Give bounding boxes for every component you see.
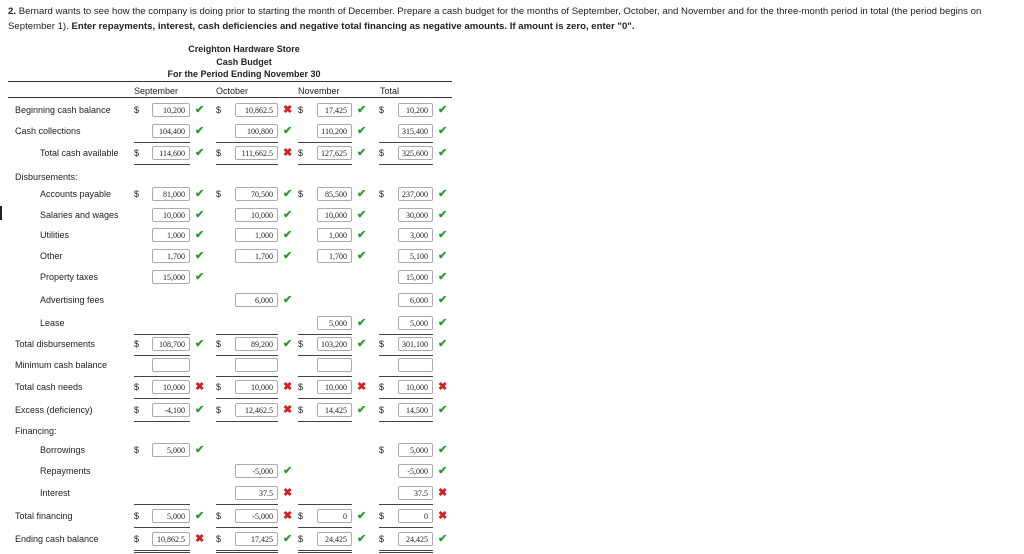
dollar-sign: $ [216,105,222,115]
header-rule [8,81,452,82]
amount-input-ecb-total[interactable]: 24,425 [398,532,433,546]
double-rule [298,552,352,553]
amount-input-tca-september[interactable]: 114,600 [152,146,190,160]
amount-input-sw-october[interactable]: 10,000 [235,208,278,222]
total-rule [298,355,352,356]
question-number: 2. [8,6,17,17]
check-icon: ✔ [357,188,367,200]
cross-icon: ✖ [283,381,293,393]
amount-input-mcb-october[interactable] [235,358,278,372]
amount-input-td-october[interactable]: 89,200 [235,337,278,351]
row-label-sw: Salaries and wages [40,210,119,220]
check-icon: ✔ [283,209,293,221]
amount-input-cc-november[interactable]: 110,200 [317,124,352,138]
amount-input-bcb-november[interactable]: 17,425 [317,103,352,117]
amount-input-mcb-november[interactable] [317,358,352,372]
check-icon: ✔ [357,338,367,350]
total-rule [298,421,352,422]
cross-icon: ✖ [283,404,293,416]
amount-input-int-total[interactable]: 37.5 [398,486,433,500]
total-rule [379,142,433,143]
dollar-sign: $ [298,148,304,158]
amount-input-tf-total[interactable]: 0 [398,509,433,523]
dollar-sign: $ [298,339,304,349]
row-label-ut: Utilities [40,230,70,240]
amount-input-ap-november[interactable]: 85,500 [317,187,352,201]
check-icon: ✔ [195,147,205,159]
total-rule [134,421,190,422]
dollar-sign: $ [298,534,304,544]
amount-input-mcb-september[interactable] [152,358,190,372]
column-header-total: Total [380,86,400,96]
total-rule [216,504,278,505]
check-icon: ✔ [195,209,205,221]
check-icon: ✔ [438,338,448,350]
check-icon: ✔ [195,229,205,241]
check-icon: ✔ [283,338,293,350]
check-icon: ✔ [438,271,448,283]
row-label-tca: Total cash available [40,148,119,158]
amount-input-ap-total[interactable]: 237,000 [398,187,433,201]
check-icon: ✔ [357,229,367,241]
check-icon: ✔ [438,104,448,116]
dollar-sign: $ [298,405,304,415]
amount-input-bor-total[interactable]: 5,000 [398,443,433,457]
dollar-sign: $ [298,511,304,521]
amount-input-ecb-october[interactable]: 17,425 [235,532,278,546]
total-rule [134,355,190,356]
check-icon: ✔ [357,250,367,262]
row-label-mcb: Minimum cash balance [15,360,108,370]
dollar-sign: $ [134,339,140,349]
double-rule [216,552,278,553]
row-label-ls: Lease [40,318,65,328]
dollar-sign: $ [134,148,140,158]
total-rule [298,164,352,165]
amount-input-af-october[interactable]: 6,000 [235,293,278,307]
amount-input-sw-september[interactable]: 10,000 [152,208,190,222]
total-rule [379,527,433,528]
amount-input-sw-total[interactable]: 30,000 [398,208,433,222]
cross-icon: ✖ [283,510,293,522]
amount-input-tca-november[interactable]: 127,625 [317,146,352,160]
total-rule [379,421,433,422]
amount-input-tcn-november[interactable]: 10,000 [317,380,352,394]
total-rule [298,376,352,377]
amount-input-bcb-september[interactable]: 10,200 [152,103,190,117]
amount-input-ed-september[interactable]: -4,100 [152,403,190,417]
amount-input-ap-september[interactable]: 81,000 [152,187,190,201]
total-rule [216,355,278,356]
amount-input-cc-october[interactable]: 100,800 [235,124,278,138]
row-label-rep: Repayments [40,466,91,476]
dollar-sign: $ [379,105,385,115]
check-icon: ✔ [357,125,367,137]
total-rule [216,376,278,377]
dollar-sign: $ [216,382,222,392]
amount-input-td-september[interactable]: 108,700 [152,337,190,351]
row-label-pt: Property taxes [40,272,99,282]
amount-input-ecb-november[interactable]: 24,425 [317,532,352,546]
amount-input-af-total[interactable]: 6,000 [398,293,433,307]
amount-input-ut-total[interactable]: 3,000 [398,228,433,242]
row-label-cc: Cash collections [15,126,81,136]
amount-input-td-total[interactable]: 301,100 [398,337,433,351]
check-icon: ✔ [195,338,205,350]
check-icon: ✔ [357,104,367,116]
row-label-disb: Disbursements: [15,172,78,182]
column-header-september: September [134,86,179,96]
amount-input-tcn-total[interactable]: 10,000 [398,380,433,394]
page-edge-marker [0,206,2,220]
check-icon: ✔ [438,147,448,159]
total-rule [134,504,190,505]
check-icon: ✔ [357,404,367,416]
total-rule [134,376,190,377]
check-icon: ✔ [195,271,205,283]
check-icon: ✔ [438,125,448,137]
dollar-sign: $ [134,445,140,455]
double-rule [134,552,190,553]
total-rule [216,527,278,528]
amount-input-pt-total[interactable]: 15,000 [398,270,433,284]
check-icon: ✔ [195,250,205,262]
check-icon: ✔ [195,444,205,456]
check-icon: ✔ [283,465,293,477]
total-rule [298,550,352,551]
row-label-td: Total disbursements [15,339,96,349]
total-rule [379,398,433,399]
cross-icon: ✖ [283,487,293,499]
total-rule [379,550,433,551]
dollar-sign: $ [298,105,304,115]
amount-input-mcb-total[interactable] [398,358,433,372]
amount-input-int-october[interactable]: 37.5 [235,486,278,500]
total-rule [379,504,433,505]
dollar-sign: $ [379,339,385,349]
total-rule [216,421,278,422]
dollar-sign: $ [216,148,222,158]
amount-input-tf-september[interactable]: 5,000 [152,509,190,523]
total-rule [379,334,433,335]
amount-input-ls-total[interactable]: 5,000 [398,316,433,330]
total-rule [298,334,352,335]
total-rule [379,376,433,377]
check-icon: ✔ [438,533,448,545]
check-icon: ✔ [357,147,367,159]
total-rule [298,504,352,505]
row-label-ed: Excess (deficiency) [15,405,93,415]
double-rule [379,552,433,553]
total-rule [216,550,278,551]
cross-icon: ✖ [283,104,293,116]
dollar-sign: $ [216,534,222,544]
amount-input-ot-november[interactable]: 1,700 [317,249,352,263]
dollar-sign: $ [134,105,140,115]
dollar-sign: $ [134,189,140,199]
check-icon: ✔ [195,188,205,200]
dollar-sign: $ [379,148,385,158]
check-icon: ✔ [438,444,448,456]
dollar-sign: $ [379,445,385,455]
statement-title: Cash Budget [216,57,272,67]
amount-input-rep-total[interactable]: -5,000 [398,464,433,478]
check-icon: ✔ [195,510,205,522]
check-icon: ✔ [357,533,367,545]
row-label-ecb: Ending cash balance [15,534,99,544]
question-instruction: Enter repayments, interest, cash deficiencies and negative total financing as negative amounts. If amount is zero, enter "0". [71,21,635,32]
dollar-sign: $ [134,511,140,521]
amount-input-cc-total[interactable]: 315,400 [398,124,433,138]
company-name: Creighton Hardware Store [188,44,300,54]
check-icon: ✔ [438,294,448,306]
amount-input-tcn-october[interactable]: 10,000 [235,380,278,394]
check-icon: ✔ [357,510,367,522]
amount-input-ed-total[interactable]: 14,500 [398,403,433,417]
row-label-bcb: Beginning cash balance [15,105,111,115]
total-rule [379,355,433,356]
amount-input-tf-october[interactable]: -5,000 [235,509,278,523]
dollar-sign: $ [298,189,304,199]
question-body: Bernard wants to see how the company is doing prior to starting the month of December. Prepare a cash budget for the months of September, October, and November and for the three-month period in total (the period begins on September 1). [8,6,982,32]
amount-input-sw-november[interactable]: 10,000 [317,208,352,222]
check-icon: ✔ [438,465,448,477]
row-label-bor: Borrowings [40,445,86,455]
amount-input-ed-october[interactable]: 12,462.5 [235,403,278,417]
amount-input-td-november[interactable]: 103,200 [317,337,352,351]
total-rule [298,527,352,528]
amount-input-ut-november[interactable]: 1,000 [317,228,352,242]
total-rule [134,334,190,335]
dollar-sign: $ [134,534,140,544]
row-label-tcn: Total cash needs [15,382,83,392]
check-icon: ✔ [438,404,448,416]
amount-input-ot-total[interactable]: 5,100 [398,249,433,263]
dollar-sign: $ [216,339,222,349]
total-rule [298,398,352,399]
check-icon: ✔ [357,317,367,329]
amount-input-ed-november[interactable]: 14,425 [317,403,352,417]
total-rule [134,527,190,528]
dollar-sign: $ [379,534,385,544]
cross-icon: ✖ [283,147,293,159]
statement-period: For the Period Ending November 30 [167,69,321,79]
column-header-rule [8,97,452,98]
total-rule [216,398,278,399]
amount-input-tcn-september[interactable]: 10,000 [152,380,190,394]
check-icon: ✔ [438,209,448,221]
amount-input-bcb-october[interactable]: 10,862.5 [235,103,278,117]
check-icon: ✔ [438,250,448,262]
total-rule [216,334,278,335]
amount-input-tca-october[interactable]: 111,662.5 [235,146,278,160]
amount-input-ot-october[interactable]: 1,700 [235,249,278,263]
check-icon: ✔ [357,209,367,221]
question-text [8,4,1018,34]
check-icon: ✔ [195,404,205,416]
dollar-sign: $ [379,405,385,415]
amount-input-pt-september[interactable]: 15,000 [152,270,190,284]
total-rule [134,142,190,143]
amount-input-cc-september[interactable]: 104,400 [152,124,190,138]
total-rule [216,164,278,165]
check-icon: ✔ [195,104,205,116]
cross-icon: ✖ [438,487,448,499]
column-header-october: October [216,86,249,96]
check-icon: ✔ [195,125,205,137]
check-icon: ✔ [283,229,293,241]
total-rule [134,398,190,399]
total-rule [379,164,433,165]
amount-input-ot-september[interactable]: 1,700 [152,249,190,263]
row-label-ap: Accounts payable [40,189,112,199]
total-rule [216,142,278,143]
dollar-sign: $ [216,189,222,199]
row-label-ot: Other [40,251,63,261]
amount-input-ut-october[interactable]: 1,000 [235,228,278,242]
check-icon: ✔ [438,229,448,241]
amount-input-ap-october[interactable]: 70,500 [235,187,278,201]
check-icon: ✔ [283,250,293,262]
amount-input-tca-total[interactable]: 325,600 [398,146,433,160]
dollar-sign: $ [379,382,385,392]
row-label-int: Interest [40,488,71,498]
amount-input-bcb-total[interactable]: 10,200 [398,103,433,117]
cross-icon: ✖ [438,381,448,393]
cross-icon: ✖ [438,510,448,522]
dollar-sign: $ [379,511,385,521]
amount-input-ecb-september[interactable]: 10,862.5 [152,532,190,546]
row-label-tf: Total financing [15,511,73,521]
amount-input-ls-november[interactable]: 5,000 [317,316,352,330]
dollar-sign: $ [134,382,140,392]
dollar-sign: $ [134,405,140,415]
amount-input-bor-september[interactable]: 5,000 [152,443,190,457]
amount-input-tf-november[interactable]: 0 [317,509,352,523]
check-icon: ✔ [283,188,293,200]
dollar-sign: $ [216,511,222,521]
dollar-sign: $ [216,405,222,415]
total-rule [134,550,190,551]
cross-icon: ✖ [195,381,205,393]
total-rule [298,142,352,143]
cross-icon: ✖ [357,381,367,393]
check-icon: ✔ [438,188,448,200]
check-icon: ✔ [283,294,293,306]
cross-icon: ✖ [195,533,205,545]
check-icon: ✔ [438,317,448,329]
check-icon: ✔ [283,125,293,137]
dollar-sign: $ [379,189,385,199]
row-label-fin: Financing: [15,426,57,436]
column-header-november: November [298,86,340,96]
amount-input-ut-september[interactable]: 1,000 [152,228,190,242]
check-icon: ✔ [283,533,293,545]
amount-input-rep-october[interactable]: -5,000 [235,464,278,478]
row-label-af: Advertising fees [40,295,105,305]
dollar-sign: $ [298,382,304,392]
total-rule [134,164,190,165]
